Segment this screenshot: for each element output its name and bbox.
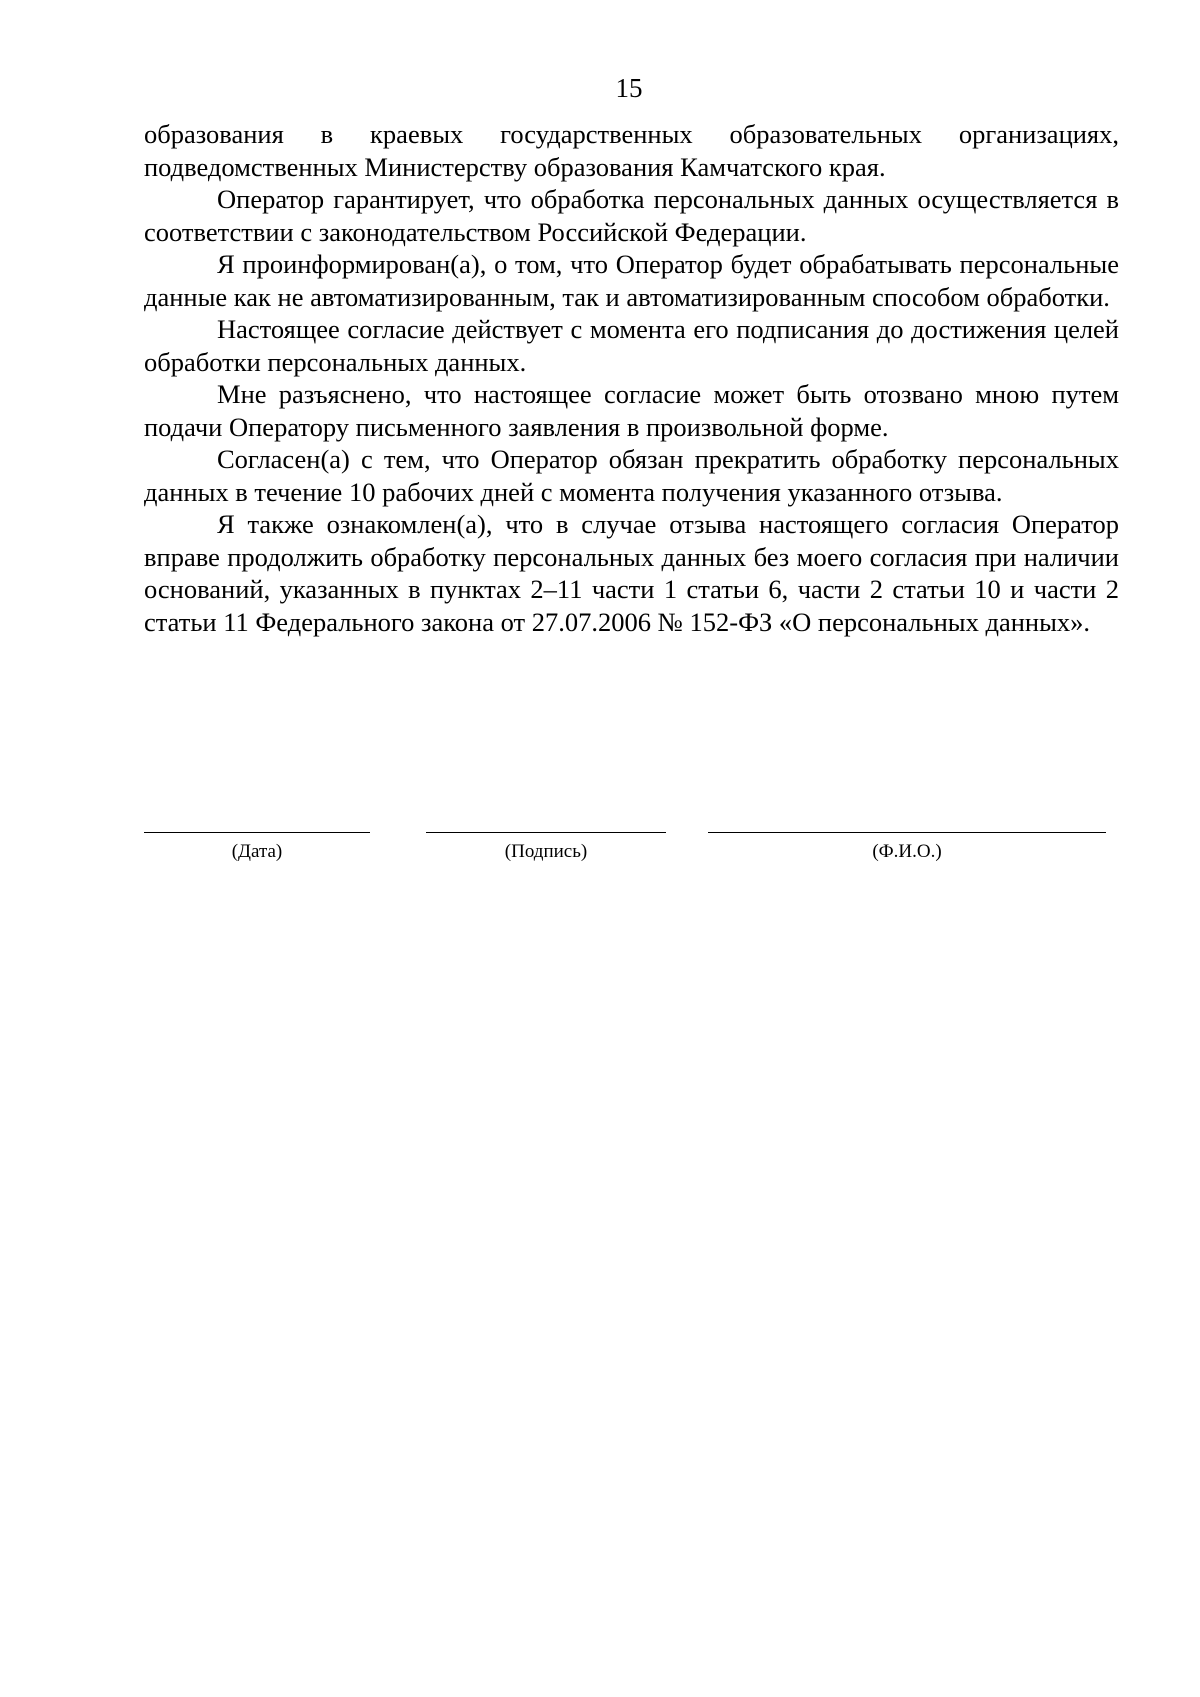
full-name-signature-line (708, 832, 1106, 833)
paragraph-processing-methods: Я проинформирован(а), о том, что Оператор будет обрабатывать персональные данные как не автоматизированным, так и автоматизированным способом обработки. (144, 249, 1119, 312)
signature-line (426, 832, 666, 833)
paragraph-consent-validity: Настоящее согласие действует с момента его подписания до достижения целей обработки персональных данных. (144, 314, 1119, 377)
signature-label: (Подпись) (504, 841, 588, 862)
paragraph-processing-termination: Согласен(а) с тем, что Оператор обязан прекратить обработку персональных данных в течение 10 рабочих дней с момента получения указанного отзыва. (144, 444, 1119, 507)
date-signature-line (144, 832, 370, 833)
paragraph-continued-processing: Я также ознакомлен(а), что в случае отзыва настоящего согласия Оператор вправе продолжить обработку персональных данных без моего согласия при наличии оснований, указанных в пунктах 2–11 части 1 статьи 6, части 2 статьи 10 и части 2 статьи 11 Федерального закона от 27.07.2006 № 152-ФЗ «О персональных данных». (144, 509, 1119, 637)
paragraph-continuation: образования в краевых государственных образовательных организациях, подведомственных Министерству образования Камчатского края. (144, 119, 1119, 182)
consent-text-body (144, 118, 1119, 638)
paragraph-withdrawal: Мне разъяснено, что настоящее согласие может быть отозвано мною путем подачи Оператору письменного заявления в произвольной форме. (144, 379, 1119, 442)
date-label: (Дата) (231, 841, 283, 862)
paragraph-operator-guarantee: Оператор гарантирует, что обработка персональных данных осуществляется в соответствии с законодательством Российской Федерации. (144, 184, 1119, 247)
full-name-label: (Ф.И.О.) (872, 841, 942, 862)
page-number: 15 (615, 73, 643, 103)
